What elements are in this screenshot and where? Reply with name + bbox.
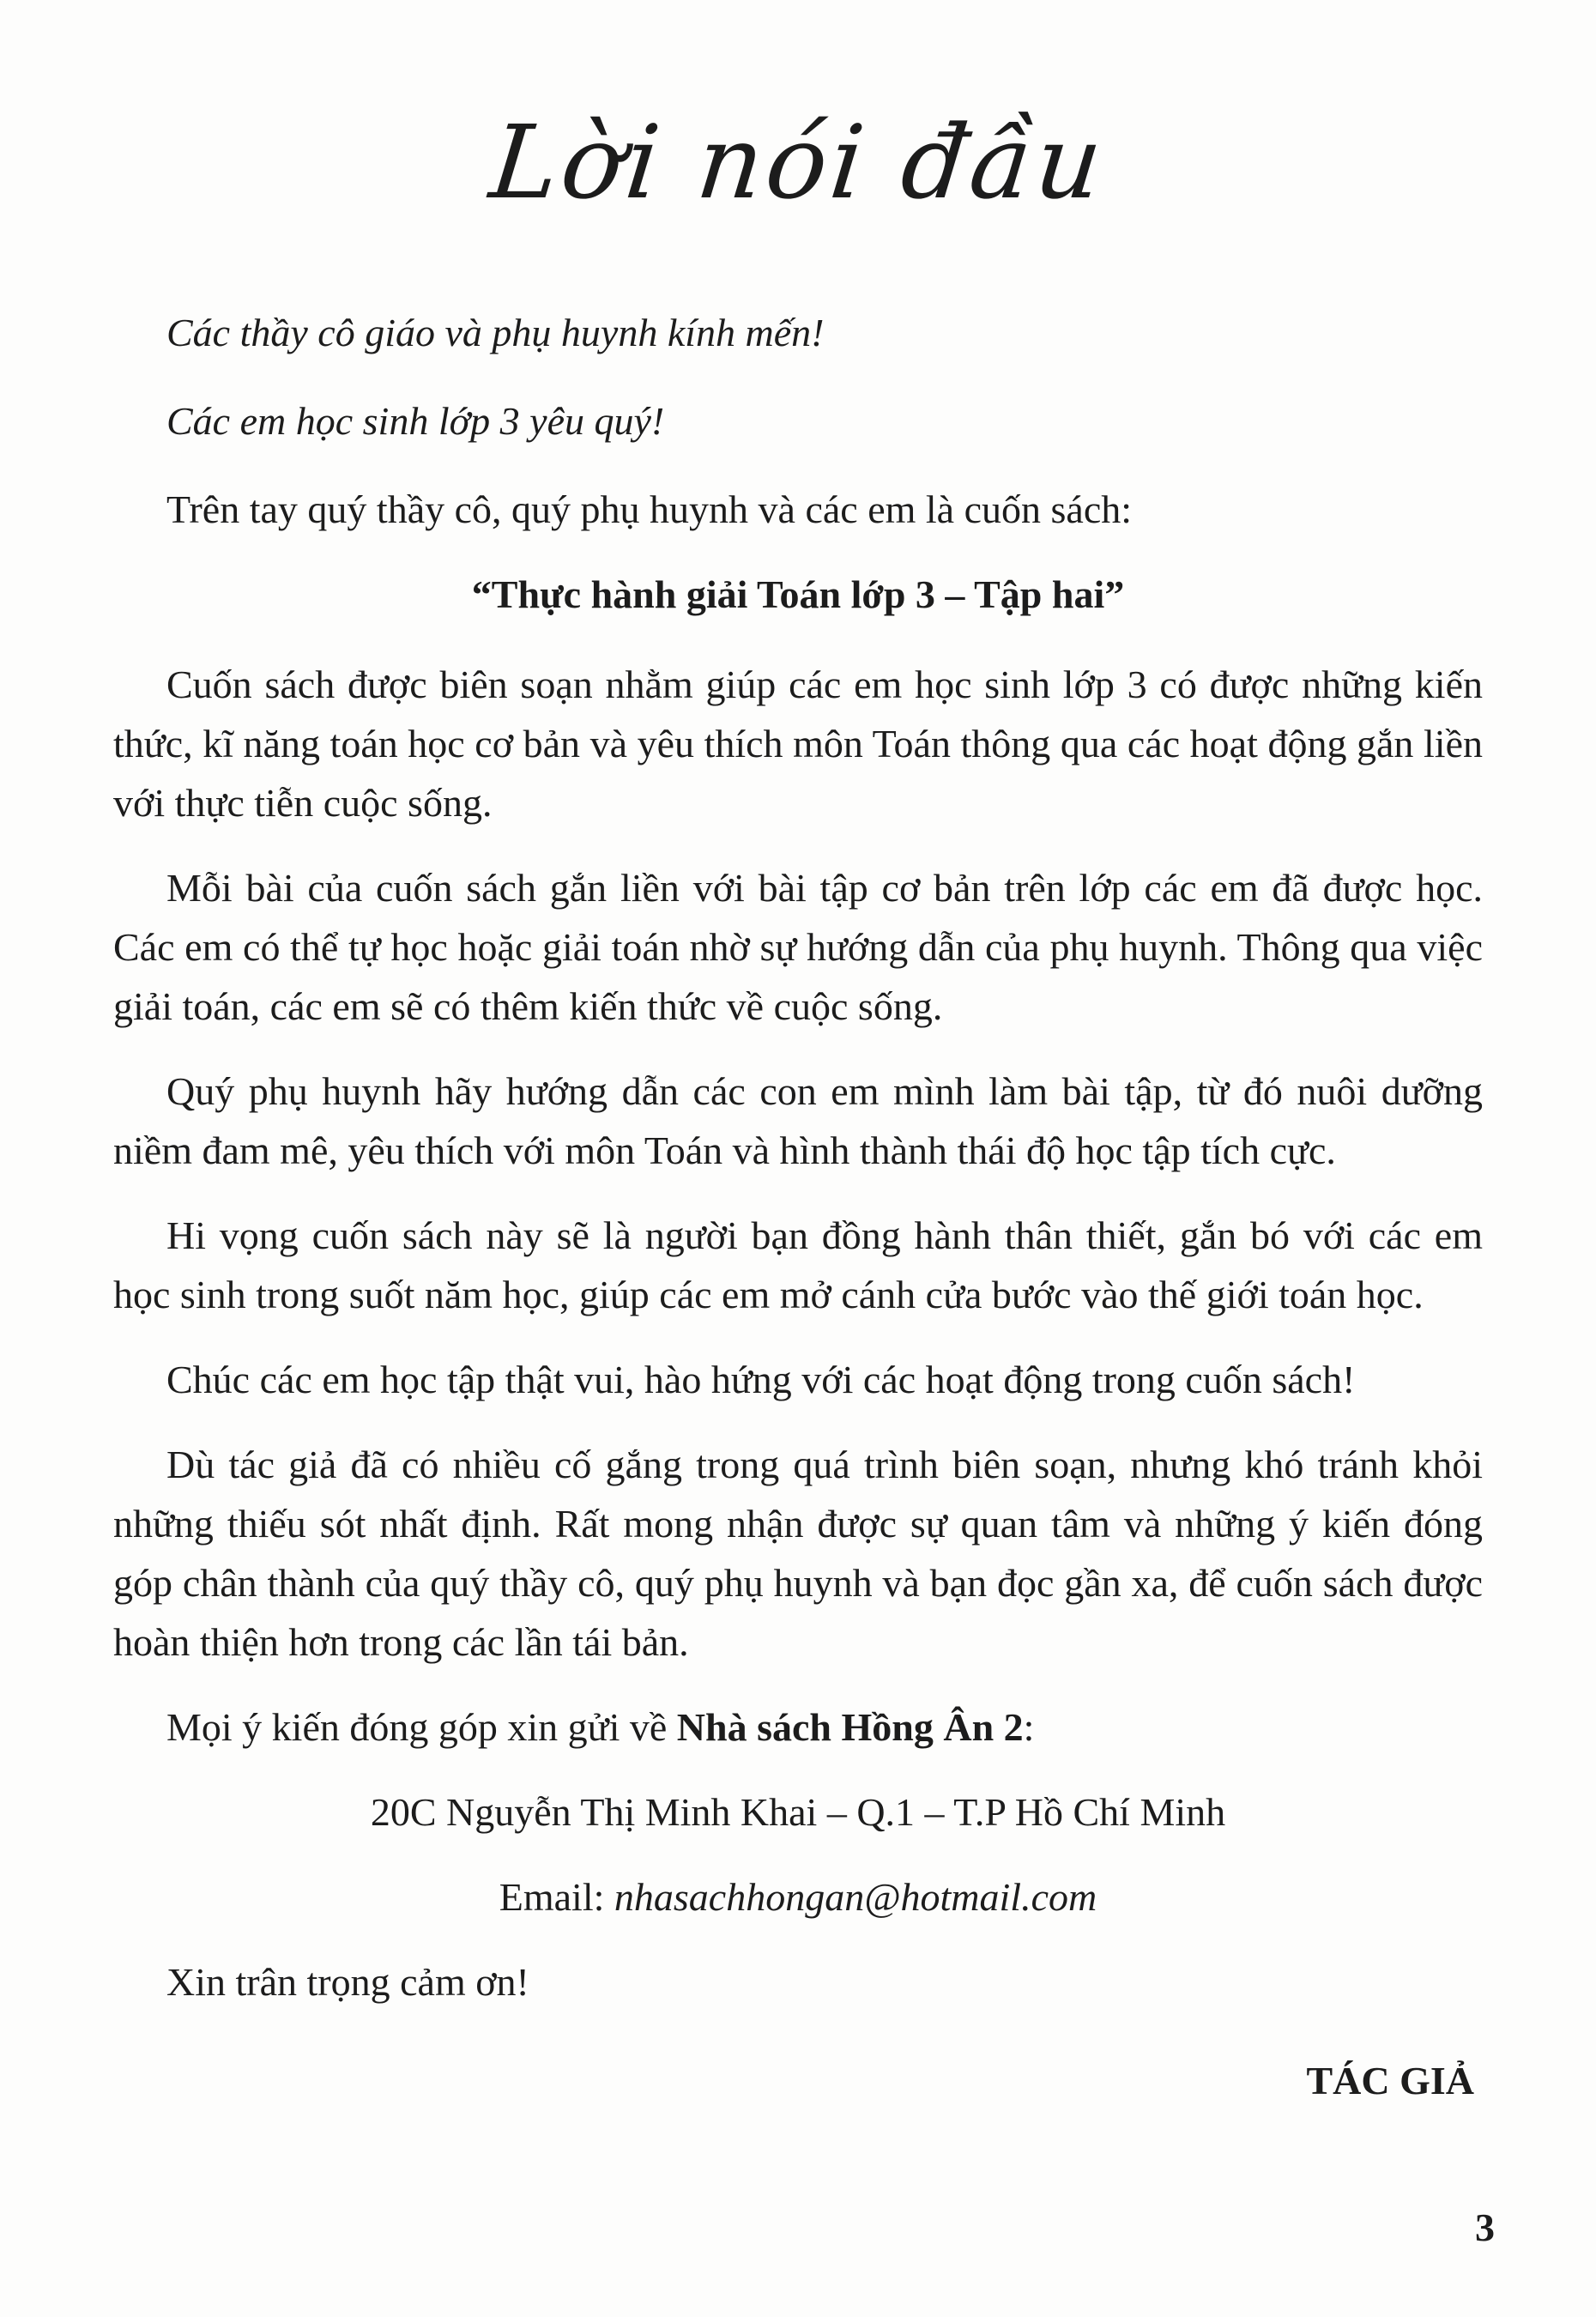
email-address: nhasachhongan@hotmail.com (614, 1875, 1097, 1919)
greeting-teachers: Các thầy cô giáo và phụ huynh kính mến! (166, 311, 825, 354)
book-title: “Thực hành giải Toán lớp 3 – Tập hai” (471, 572, 1125, 616)
author-signature: TÁC GIẢ (1306, 2059, 1474, 2102)
email-label: Email: (499, 1875, 614, 1919)
paragraph-about: Cuốn sách được biên soạn nhằm giúp các em học sinh lớp 3 có được những kiến thức, kĩ năng toán học cơ bản và yêu thích môn Toán thông qua các hoạt động gắn liền với thực tiễn cuộc sống. (113, 662, 1483, 825)
paragraph-lessons: Mỗi bài của cuốn sách gắn liền với bài tập cơ bản trên lớp các em đã được học. Các em có thể tự học hoặc giải toán nhờ sự hướng dẫn của phụ huynh. Thông qua việc giải toán, các em sẽ có thêm kiến thức về cuộc sống. (113, 866, 1483, 1028)
feedback-line (113, 1697, 1483, 1757)
page-number: 3 (1475, 2205, 1495, 2249)
store-name: Nhà sách Hồng Ân 2 (676, 1705, 1024, 1749)
email-line (113, 1867, 1483, 1927)
paragraph-parents: Quý phụ huynh hãy hướng dẫn các con em mình làm bài tập, từ đó nuôi dưỡng niềm đam mê, yêu thích với môn Toán và hình thành thái độ học tập tích cực. (113, 1069, 1483, 1172)
page-title: Lời nói đầu (485, 103, 1111, 221)
store-address: 20C Nguyễn Thị Minh Khai – Q.1 – T.P Hồ Chí Minh (370, 1790, 1226, 1834)
paragraph-wish: Chúc các em học tập thật vui, hào hứng với các hoạt động trong cuốn sách! (166, 1358, 1356, 1401)
paragraph-hope: Hi vọng cuốn sách này sẽ là người bạn đồng hành thân thiết, gắn bó với các em học sinh trong suốt năm học, giúp các em mở cánh cửa bước vào thế giới toán học. (113, 1213, 1483, 1316)
paragraph-apology: Dù tác giả đã có nhiều cố gắng trong quá trình biên soạn, nhưng khó tránh khỏi những thiếu sót nhất định. Rất mong nhận được sự quan tâm và những ý kiến đóng góp chân thành của quý thầy cô, quý phụ huynh và bạn đọc gần xa, để cuốn sách được hoàn thiện hơn trong các lần tái bản. (113, 1443, 1483, 1664)
intro-line: Trên tay quý thầy cô, quý phụ huynh và các em là cuốn sách: (166, 487, 1133, 531)
feedback-suffix: : (1023, 1705, 1035, 1749)
thanks-line: Xin trân trọng cảm ơn! (166, 1960, 529, 2004)
greeting-students: Các em học sinh lớp 3 yêu quý! (166, 399, 665, 443)
feedback-prefix: Mọi ý kiến đóng góp xin gửi về (166, 1705, 677, 1749)
